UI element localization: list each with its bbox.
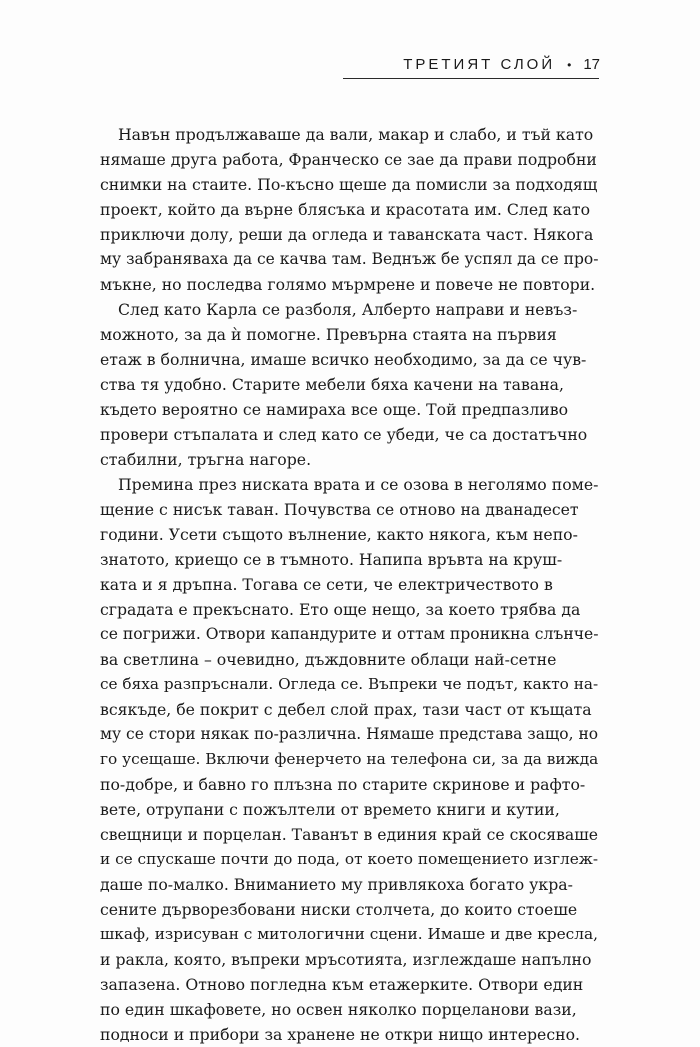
text-line: знатото, криещо се в тъмното. Напипа връвта на круш- bbox=[100, 550, 563, 569]
text-line: нямаше друга работа, Франческо се зае да прави подробни bbox=[100, 150, 597, 169]
text-line: свещници и порцелан. Таванът в единия край се скосяваше bbox=[100, 825, 599, 844]
header-separator: • bbox=[567, 57, 572, 72]
text-line: След като Карла се разболя, Алберто направи и невъз- bbox=[118, 300, 578, 319]
text-line: и ракла, която, въпреки мръсотията, изглеждаше напълно bbox=[100, 950, 592, 969]
text-line: мъкне, но последва голямо мърмрене и повече не повтори. bbox=[100, 275, 596, 294]
text-line: му се стори някак по-различна. Нямаше представа защо, но bbox=[100, 725, 599, 743]
text-line: можното, за да ѝ помогне. Превърна стаята на първия bbox=[100, 325, 557, 344]
text-line: се погрижи. Отвори капандурите и оттам проникна слънче- bbox=[100, 625, 599, 643]
text-line: се бяха разпръснали. Огледа се. Въпреки че подът, както на- bbox=[100, 675, 599, 693]
text-line: го усещаше. Включи фенерчето на телефона си, за да вижда bbox=[100, 750, 599, 768]
text-line: където вероятно се намираха все още. Той предпазливо bbox=[100, 400, 569, 419]
text-line: Навън продължаваше да вали, макар и слабо, и тъй като bbox=[118, 125, 594, 144]
text-line: Премина през ниската врата и се озова в неголямо поме- bbox=[118, 475, 599, 494]
text-line: ва светлина – очевидно, дъждовните облаци най-сетне bbox=[100, 650, 557, 669]
text-line: му забраняваха да се качва там. Веднъж бе успял да се про- bbox=[100, 250, 599, 268]
text-line: даше по-малко. Вниманието му привлякоха богато укра- bbox=[100, 875, 573, 894]
text-line: и се спускаше почти до пода, от което помещението изглеж- bbox=[100, 850, 598, 868]
running-title: ТРЕТИЯТ СЛОЙ bbox=[403, 56, 556, 73]
text-line: снимки на стаите. По-късно щеше да помисли за подходящ bbox=[100, 175, 598, 194]
text-line: по един шкафовете, но освен няколко порцеланови вази, bbox=[100, 1000, 577, 1019]
text-line: запазена. Отново погледна към етажерките. Отвори един bbox=[100, 975, 584, 994]
text-line: стабилни, тръгна нагоре. bbox=[100, 450, 312, 469]
text-line: по-добре, и бавно го плъзна по старите скринове и рафто- bbox=[100, 775, 586, 794]
text-line: ства тя удобно. Старите мебели бяха качени на тавана, bbox=[100, 375, 564, 394]
text-line: години. Усети същото вълнение, както някога, към непо- bbox=[100, 525, 578, 544]
body-text bbox=[100, 122, 598, 1047]
running-header bbox=[403, 56, 600, 73]
paragraph bbox=[100, 297, 598, 472]
text-line: проект, който да върне блясъка и красотата им. След като bbox=[100, 200, 591, 219]
text-line: етаж в болнична, имаше всичко необходимо, за да се чув- bbox=[100, 350, 587, 369]
page-number: 17 bbox=[583, 56, 600, 73]
text-line: приключи долу, реши да огледа и таванската част. Някога bbox=[100, 225, 594, 244]
header-rule bbox=[343, 78, 599, 79]
text-line: щение с нисък таван. Почувства се отново на дванадесет bbox=[100, 500, 579, 519]
text-line: сградата е прекъснато. Ето още нещо, за което трябва да bbox=[100, 600, 581, 619]
text-line: всякъде, бе покрит с дебел слой прах, тази част от къщата bbox=[100, 700, 592, 719]
text-line: подноси и прибори за хранене не откри нищо интересно. bbox=[100, 1025, 581, 1044]
text-line: шкаф, изрисуван с митологични сцени. Имаше и две кресла, bbox=[100, 925, 598, 943]
text-line: вете, отрупани с пожълтели от времето книги и кутии, bbox=[100, 800, 560, 819]
text-line: сените дърворезбовани ниски столчета, до които стоеше bbox=[100, 900, 578, 919]
paragraph bbox=[100, 472, 598, 1047]
text-line: ката и я дръпна. Тогава се сети, че електричеството в bbox=[100, 575, 553, 594]
paragraph bbox=[100, 122, 598, 297]
text-line: провери стъпалата и след като се убеди, че са достатъчно bbox=[100, 425, 588, 444]
